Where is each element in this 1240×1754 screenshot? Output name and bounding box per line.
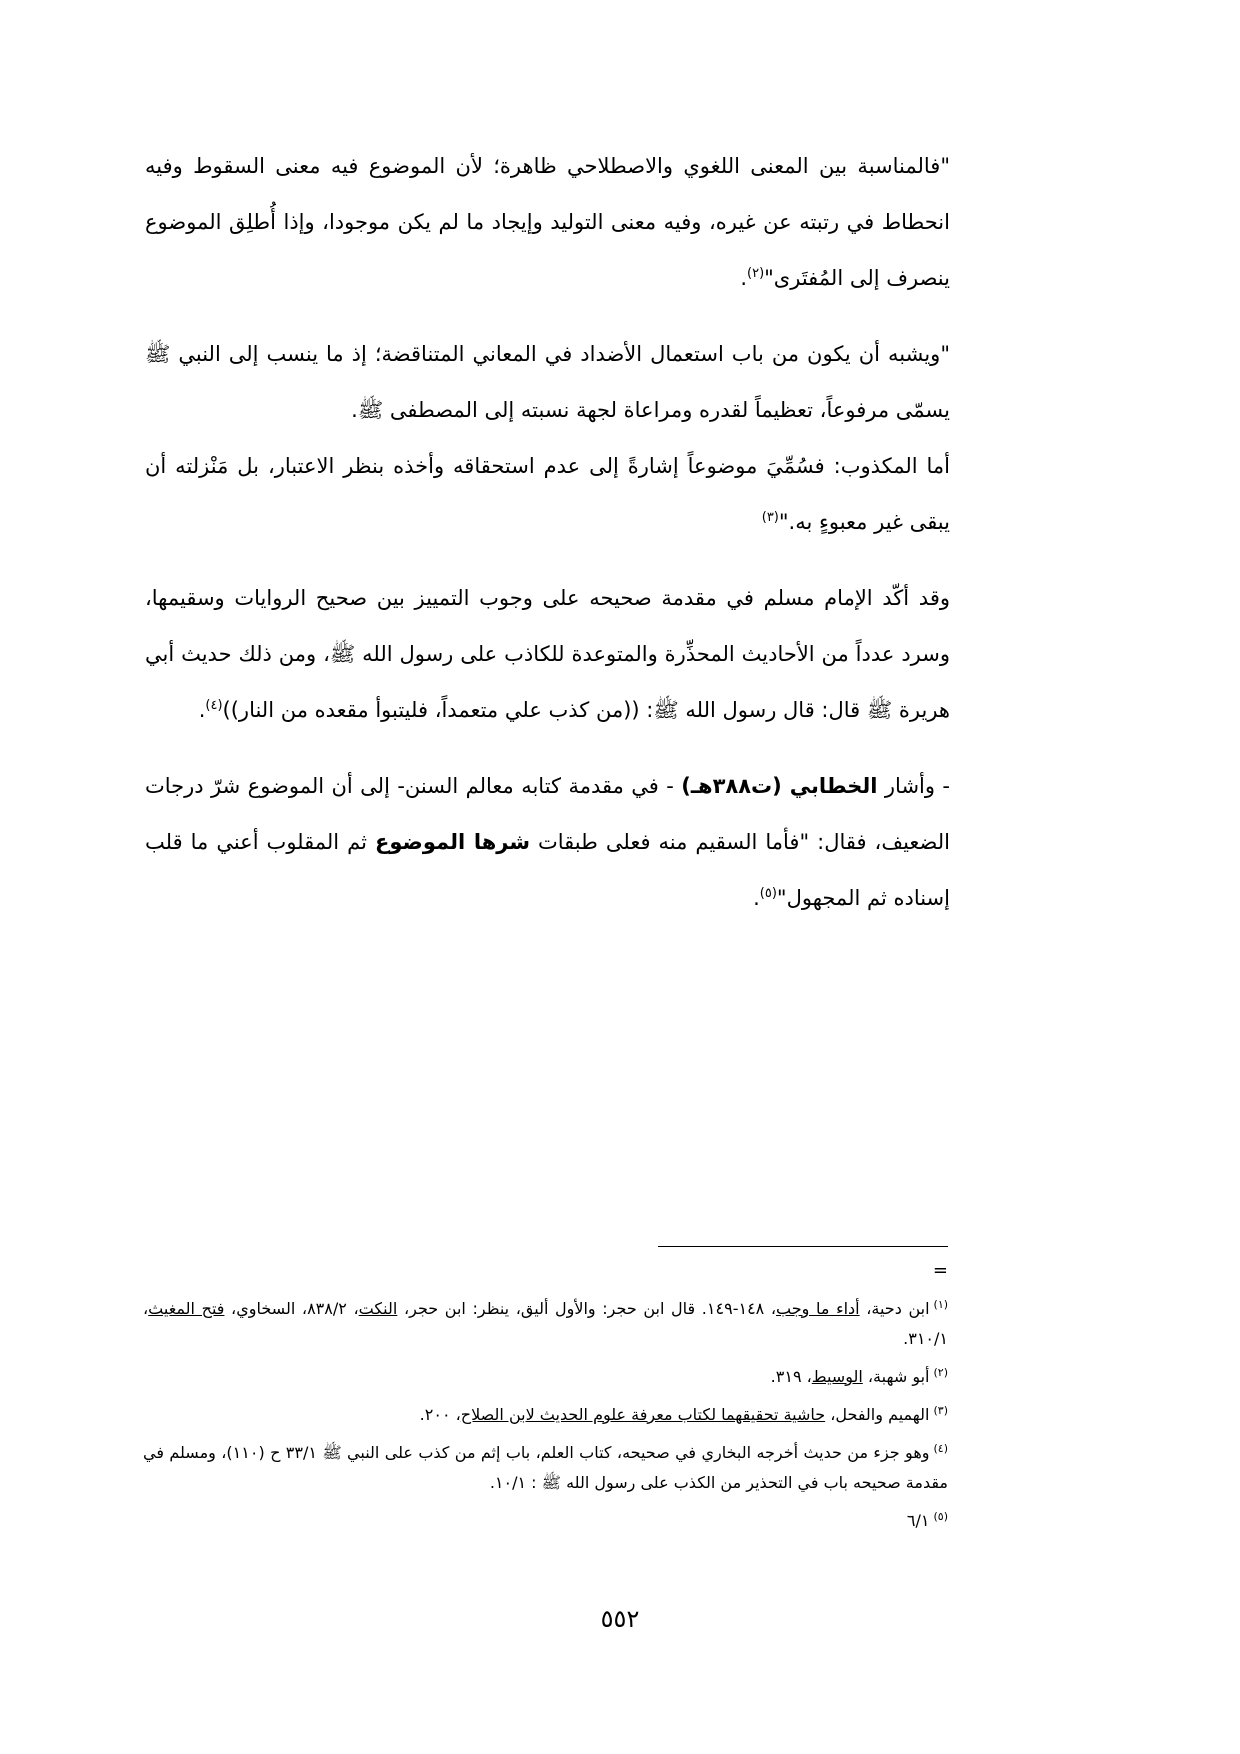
paragraph-end: . bbox=[740, 266, 747, 290]
paragraph-text: أما المكذوب: فسُمِّيَ موضوعاً إشارةً إلى عدم استحقاقه وأخذه بنظر الاعتبار، بل مَنْزلته أن يبقى غير معبوءٍ به." bbox=[145, 454, 950, 534]
page-number: ٥٥٢ bbox=[600, 1605, 640, 1633]
footnote-number: (٤) bbox=[933, 1441, 949, 1455]
paragraph-text: ثم المقلوب أعني ما قلب إسناده ثم المجهول" bbox=[145, 830, 950, 910]
paragraph-text: - وأشار bbox=[877, 774, 951, 798]
footnote-number: (٣) bbox=[933, 1403, 948, 1417]
footnote-text: الهميم والفحل، bbox=[825, 1405, 930, 1424]
footnote-text: ، ٣١٩. bbox=[770, 1367, 812, 1386]
book-title: حاشية تحقيقهما لكتاب معرفة علوم الحديث لابن الصلاح bbox=[460, 1405, 826, 1424]
footnote-ref-3[interactable]: (٣) bbox=[761, 510, 779, 525]
paragraph-text: "ويشبه أن يكون من باب استعمال الأضداد في المعاني المتناقضة؛ إذ ما ينسب إلى النبي ﷺ يسمّى مرفوعاً، تعظيماً لقدره ومراعاة لجهة نسبته إلى المصطفى ﷺ. bbox=[145, 342, 950, 422]
paragraph-3 bbox=[145, 438, 950, 550]
footnote-4 bbox=[143, 1438, 948, 1498]
paragraph-end: . bbox=[198, 698, 206, 722]
separator-mark: = bbox=[932, 1260, 948, 1281]
paragraph-end: . bbox=[753, 886, 760, 910]
footnote-ref-5[interactable]: (٥) bbox=[759, 886, 777, 901]
footnote-number: (٢) bbox=[933, 1365, 948, 1379]
footnote-separator bbox=[658, 1246, 948, 1247]
bold-author-name: الخطابي (ت٣٨٨هـ) bbox=[681, 774, 878, 798]
footnotes bbox=[143, 1294, 948, 1544]
footnote-text: أبو شهبة، bbox=[862, 1367, 930, 1386]
footnote-text: ، ٨٣٨/٢، السخاوي، bbox=[224, 1299, 359, 1318]
paragraph-text: "فالمناسبة بين المعنى اللغوي والاصطلاحي ظاهرة؛ لأن الموضوع فيه معنى السقوط وفيه انحطاط في رتبته عن غيره، وفيه معنى التوليد وإيجاد ما لم يكن موجودا، وإذا أُطلِق الموضوع ينصرف إلى المُفتَرى" bbox=[145, 154, 950, 290]
footnote-text: ابن دحية، bbox=[859, 1299, 930, 1318]
book-title: الوسيط bbox=[811, 1367, 863, 1386]
paragraph-5 bbox=[145, 758, 950, 926]
paragraph-1 bbox=[145, 138, 950, 306]
bold-phrase: شرها الموضوع bbox=[375, 830, 530, 854]
footnote-text: ، ١٤٨-١٤٩. قال ابن حجر: والأول أليق، ينظر: ابن حجر، bbox=[397, 1299, 777, 1318]
paragraph-text: وقد أكّد الإمام مسلم في مقدمة صحيحه على وجوب التمييز بين صحيح الروايات وسقيمها، وسرد عدداً من الأحاديث المحذِّرة والمتوعدة للكاذب على رسول الله ﷺ، ومن ذلك حديث أبي هريرة ﷺ قال: قال رسول الله ﷺ: ((من كذب علي متعمداً، فليتبوأ مقعده من النار)) bbox=[145, 586, 950, 722]
book-title: أداء ما وجب bbox=[776, 1299, 860, 1318]
footnote-5 bbox=[143, 1506, 948, 1536]
paragraph-2 bbox=[145, 326, 950, 438]
footnote-text: وهو جزء من حديث أخرجه البخاري في صحيحه، كتاب العلم، باب إثم من كذب على النبي ﷺ ٣٣/١ ح (١١٠)، ومسلم في مقدمة صحيحه باب في التحذير من الكذب على رسول الله ﷺ : ١٠/١. bbox=[143, 1443, 948, 1492]
footnote-text: ، ٣١٠/١. bbox=[143, 1299, 948, 1348]
footnote-ref-2[interactable]: (٢) bbox=[747, 266, 765, 281]
footnote-number: (٥) bbox=[933, 1509, 948, 1523]
footnote-ref-4[interactable]: (٤) bbox=[205, 698, 223, 713]
paragraph-4 bbox=[145, 570, 950, 738]
main-text bbox=[145, 138, 950, 926]
footnote-text: ، ٢٠٠. bbox=[419, 1405, 461, 1424]
book-title: النكت bbox=[358, 1299, 398, 1318]
paragraph-text: - في مقدمة كتابه معالم السنن- إلى أن الموضوع شرّ درجات الضعيف، فقال: "فأما السقيم منه فعلى طبقات bbox=[145, 774, 950, 854]
footnote-3 bbox=[143, 1400, 948, 1430]
footnote-number: (١) bbox=[933, 1297, 949, 1311]
footnote-text: ٦/١ bbox=[906, 1511, 930, 1530]
book-title: فتح المغيث bbox=[148, 1299, 225, 1318]
footnote-1 bbox=[143, 1294, 948, 1354]
footnote-2 bbox=[143, 1362, 948, 1392]
